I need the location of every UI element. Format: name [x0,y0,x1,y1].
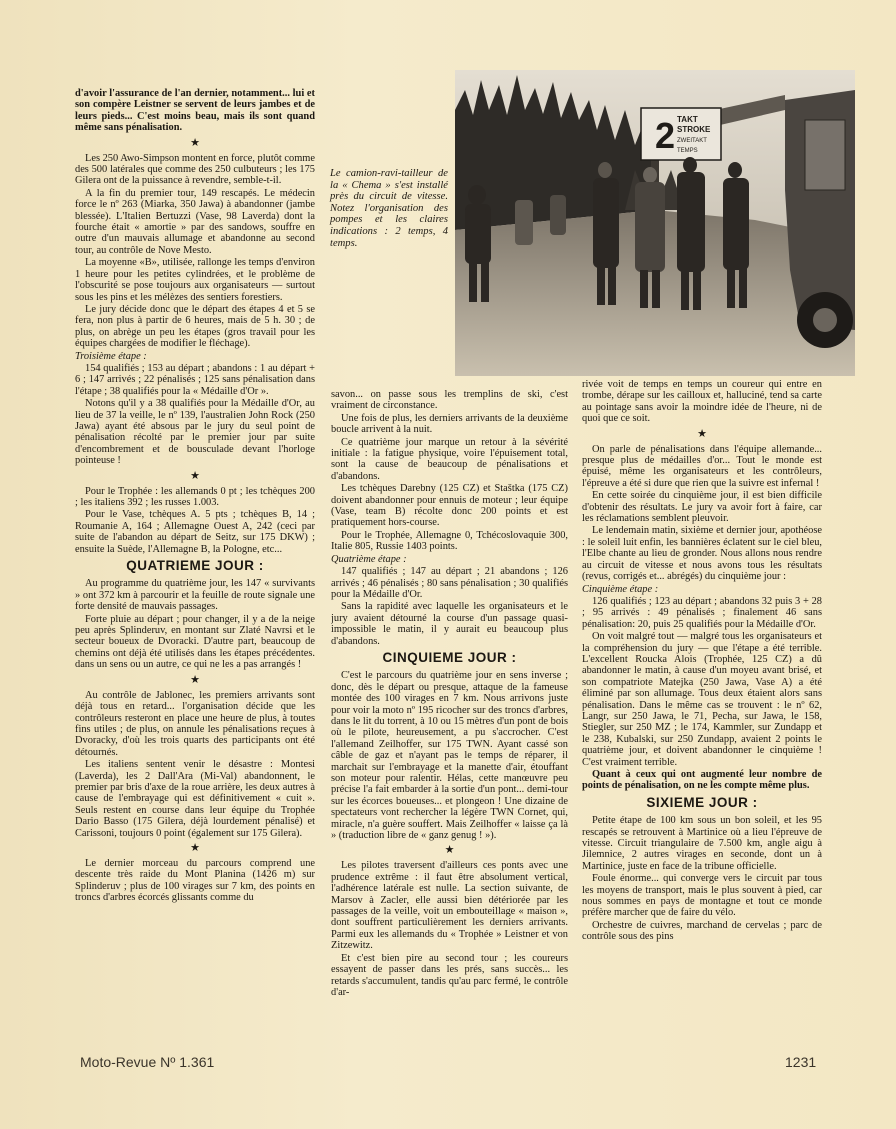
paragraph: Au programme du quatrième jour, les 147 « survivants » ont 372 km à parcourir et la feuille de route signale une forte densité de mauvais passages. [75,578,315,613]
paragraph: Le lendemain matin, sixième et dernier jour, apothéose : le soleil luit enfin, les bannières éclatent sur le ciel bleu, l'Elbe chante au lieu de gronder. Nous allons nous rendre au circuit de vitesse et nous avons tous les résultats (revus, corrigés et... abrégés) du cinquième jour : [582,525,822,583]
section-separator-star: ★ [190,673,200,686]
section-separator-star: ★ [444,844,455,857]
photo-illustration [455,70,855,376]
paragraph: C'est le parcours du quatrième jour en sens inverse ; donc, dès le départ ou presque, attaque de la fameuse montée des 100 virages en 7 km. Nous arrivons juste pour voir la moto nº 195 ricocher sur des troncs d'arbres, dans le lit du torrent, à 10 ou 15 mètres d'un pont de bois où le pilote, heureusement, a pu s'accrocher. C'est l'allemand Zeilhoffer, sur 175 TWN. Ayant cassé son câble de gaz et n'ayant pas le temps de réparer, il marchait sur l'embrayage et la manette d'air, étouffant son moteur pour ralentir. Hélas, cette manœuvre peu précise l'a fait embarder à la sortie d'un pont... demi-tour sur les écorces boueuses... et plongeon ! Une dizaine de spectateurs vont rechercher la légère TWN Cornet, qui, miracle, n'a guère souffert. Mais Zeilhoffer « laisse ça là » (traduction libre de « ganz genug ! »). [331,670,568,842]
section-heading: QUATRIEME JOUR : [126,558,264,574]
photo-caption: Le camion-ravi-tailleur de la « Chema » s'est installé près du circuit de vitesse. Notez l'organisation des pompes et les claires indications : 2 temps, 4 temps. [330,168,448,249]
magazine-issue-label: Moto-Revue Nº 1.361 [80,1054,215,1070]
svg-text:STROKE: STROKE [677,125,711,134]
section-separator-star: ★ [190,841,200,854]
svg-text:ZWEITAKT: ZWEITAKT [677,138,707,144]
section-heading: CINQUIEME JOUR : [382,649,517,665]
paragraph: Foule énorme... qui converge vers le circuit par tous les moyens de transport, mais le plus souvent à pied, car nous sommes en pays de montagne et tout ce monde préfère marcher que de faire du vélo. [582,873,822,919]
paragraph: Pour le Vase, tchèques A. 5 pts ; tchèques B, 14 ; Roumanie A, 164 ; Allemagne Ouest A, 242 (ceci par suite de l'abandon au départ de Seitz, sur 175 DKW) ; ensuite la Suède, l'Allemagne B, la Pologne, etc... [75,509,315,555]
paragraph: Une fois de plus, les derniers arrivants de la deuxième boucle arrivent à la nuit. [331,412,568,436]
paragraph: On voit malgré tout — malgré tous les organisateurs et la compréhension du jury — que l'étape a été terrible. L'excellent Roucka Alois (Trophée, 125 CZ) a dû abandonner le matin, à cause d'un moyeu avant brisé, et son compatriote Matejka (250 Jawa, Vase A) a été éliminé par son allumage. Tous deux étaient alors sans pénalisation. Dans le même cas se trouvent : le nº 62, Langr, sur 250 Jawa, le 71, Pecha, sur Jawa, le 158, Stiegler, sur 250 MZ ; le 174, Kammler, sur Zundapp et le 238, Kubalski, sur 250 Zundapp, avaient 2 points le quatrième jour, et doivent abandonner le cinquième ! C'est vraiment terrible. [582,631,822,768]
paragraph: Les pilotes traversent d'ailleurs ces ponts avec une prudence extrême : il faut être absolument vertical, l'adhérence latérale est nulle. La section suivante, de Marsov à Zacler, elle aussi bien détériorée par les passages de la veille, voit un embouteillage « maison », dont souffrent particulièrement les derniers arrivants. Parmi eux les allemands du « Trophée » Leistner et von Zitzewitz. [331,860,568,952]
article-column-3 [582,379,822,1034]
section-separator-star: ★ [190,136,200,149]
paragraph: Et c'est bien pire au second tour ; les coureurs essayent de passer dans les prés, sans succès... les retards s'accumulent, tandis qu'au parc fermé, le contrôle d'ar- [331,952,568,998]
paragraph: Forte pluie au départ ; pour changer, il y a de la neige peu après Splinderuv, en montant sur Zlaté Navrsi et le secteur boueux de Dvoracki. D'autre part, beaucoup de chemins ont déjà été utilisés dans les étapes précédentes. dans un sens ou un autre, ce qui ne les a pas arrangés ! [75,613,315,671]
paragraph: On parle de pénalisations dans l'équipe allemande... presque plus de médailles d'or... Tout le monde est épuisé, même les organisateurs et les contrôleurs, l'épreuve a été si dure que rien que la suivre est infernal ! [582,443,822,489]
paragraph: Les tchèques Darebny (125 CZ) et Staštka (175 CZ) doivent abandonner pour ennuis de moteur ; leur équipe (Vase, team B) récolte donc 200 points et est pratiquement hors-course. [331,483,568,529]
article-column-1 [75,88,315,1023]
section-separator-star: ★ [697,427,707,440]
svg-text:TEMPS: TEMPS [677,148,698,154]
paragraph: 126 qualifiés ; 123 au départ ; abandons 32 puis 3 + 28 ; 95 arrivés : 49 pénalisés ; finalement 46 sans pénalisation: 20, puis 25 qualifiés pour la Médaille d'Or. [582,595,822,630]
paragraph: A la fin du premier tour, 149 rescapés. Le médecin force le nº 263 (Miarka, 350 Jawa) à abandonner (jambe blessée). L'Italien Bertuzzi (Vase, 98 Laverda) dont la fourche était « amortie » par des sandows, souffre en outre d'un mauvais allumage et abandonne au second tour, au contrôle de Nove Mesto. [75,187,315,256]
paragraph: En cette soirée du cinquième jour, il est bien difficile d'obtenir des résultats. Le jury va avoir fort à faire, car les réclamations semblent pleuvoir. [582,490,822,525]
paragraph: Quant à ceux qui ont augmenté leur nombre de points de pénalisation, on ne les compte même plus. [582,769,822,792]
photo-supply-truck [455,70,855,376]
paragraph: Orchestre de cuivres, marchand de cervelas ; parc de contrôle sous des pins [582,919,822,943]
article-column-2 [331,389,568,1034]
paragraph: Pour le Trophée, Allemagne 0, Tchécoslovaquie 300, Italie 805, Russie 1403 points. [331,529,568,553]
paragraph: Quatrième étape : [331,553,407,565]
paragraph: d'avoir l'assurance de l'an dernier, notamment... lui et son compère Leistner se servent de leurs jambes et de leurs pieds... C'est moins beau, mais ils sont quand même sans pénalisation. [75,88,315,134]
paragraph: 154 qualifiés ; 153 au départ ; abandons : 1 au départ + 6 ; 147 arrivés ; 22 pénalisés ; 125 sans pénalisation dans l'étape ; 38 qualifiés pour la « Médaille d'Or ». [75,362,315,397]
paragraph: 147 qualifiés ; 147 au départ ; 21 abandons ; 126 arrivés ; 46 pénalisés ; 80 sans pénalisation ; 30 qualifiés pour la Médaille d'Or. [331,566,568,600]
paragraph: Les italiens sentent venir le désastre : Montesi (Laverda), les 2 Dall'Ara (Mi-Val) abandonnent, le premier par bris d'axe de la roue arrière, les deux autres à cause de l'embrayage qui est définitivement « cuit ». Seuls restent en course dans leur équipe du Trophée Dario Basso (175 Gilera, déjà lourdement pénalisé) et Carissoni, toujours 0 point (également sur 175 Gilera). [75,759,315,839]
paragraph: Notons qu'il y a 38 qualifiés pour la Médaille d'Or, au lieu de 37 la veille, le nº 139, l'australien John Rock (250 Jawa) ayant été absous par le jury du seul point de pénalisation récolté par le premier jour par suite d'encombrement et de bousculade devant l'horloge pointeuse ! [75,398,315,467]
paragraph: Au contrôle de Jablonec, les premiers arrivants sont déjà tous en retard... l'organisation décide que les contrôleurs resteront en place une heure de plus, à toutes fins utiles ; de plus, on annule les pénalisations reçues à Dvoracky, d'où les trois quarts des participants ont été détournés. [75,689,315,758]
paragraph: Pour le Trophée : les allemands 0 pt ; les tchèques 200 ; les italiens 392 ; les russes 1.003. [75,485,315,508]
paragraph: Troisième étape : [75,350,147,362]
paragraph: Ce quatrième jour marque un retour à la sévérité initiale : la fatigue physique, voire l'épuisement total, sont la cause de beaucoup de pénalisations et d'abandons. [331,436,568,482]
paragraph: rivée voit de temps en temps un coureur qui entre en trombe, dérape sur les cailloux et, halluciné, tend sa carte au pointage sans avoir la moindre idée de l'heure, ni de quoi que ce soit. [582,379,822,425]
section-separator-star: ★ [190,469,200,482]
sign-number: 2 [655,115,676,156]
paragraph: Les 250 Awo-Simpson montent en force, plutôt comme des 500 latérales que comme des 250 culbuteurs ; les 175 Gilera ont de la puissance à revendre, semble-t-il. [75,152,315,187]
paragraph: Le jury décide donc que le départ des étapes 4 et 5 se fera, non plus à partir de 6 heures, mais de 5 h. 30 ; de plus, on abrège un peu les étapes (gros travail pour les équipes chargées de modifier le fléchage). [75,303,315,350]
paragraph: Petite étape de 100 km sous un bon soleil, et les 95 rescapés se retrouvent à Martinice où a lieu l'épreuve de vitesse. Circuit triangulaire de 7.500 km, angle aigu à Jilemnice, 2 autres virages en seconde, dont un à Martinice, juste en face de la tribune officielle. [582,815,822,872]
page-number: 1231 [785,1054,817,1070]
section-heading: SIXIEME JOUR : [646,794,758,810]
paragraph: Cinquième étape : [582,583,659,595]
paragraph: Sans la rapidité avec laquelle les organisateurs et le jury avaient détourné la course d'un passage quasi-impossible le matin, il y aurait eu beaucoup plus d'abandons. [331,601,568,647]
paragraph: savon... on passe sous les tremplins de ski, c'est vraiment de circonstance. [331,389,568,412]
paragraph: La moyenne «B», utilisée, rallonge les temps d'environ 1 heure pour les petites cylindrées, et le problème de l'obscurité se pose toujours aux organisateurs — surtout sous les pins et les mélèzes des sentiers forestiers. [75,257,315,303]
svg-text:TAKT: TAKT [677,115,698,124]
paragraph: Le dernier morceau du parcours comprend une descente très raide du Mont Planina (1426 m) sur Splinderuv ; plus de 100 virages sur 7 km, des points en troncs d'arbres écorcés glissants comme du [75,857,315,904]
